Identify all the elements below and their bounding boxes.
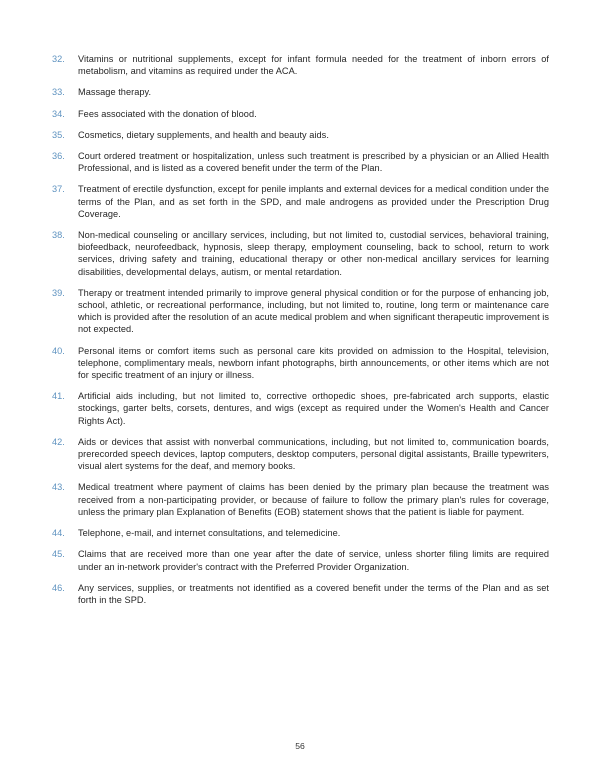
list-item	[52, 53, 549, 77]
list-item-number: 40.	[52, 345, 65, 356]
list-item	[52, 390, 549, 427]
list-item-number: 35.	[52, 129, 65, 140]
list-item	[52, 108, 549, 120]
list-item-number: 32.	[52, 54, 65, 64]
list-item-number: 37.	[52, 184, 65, 195]
list-item	[52, 481, 549, 518]
list-item	[52, 287, 549, 336]
list-item	[52, 86, 549, 98]
list-item-text: Massage therapy.	[78, 87, 152, 98]
list-item-text: Medical treatment where payment of claims has been denied by the primary plan because the treatment was received from a non-participating provider, or because of failure to follow the primary plan's rules for coverage, unless the primary plan Explanation of Benefits (EOB) statement shows that the patient is liable for payment.	[78, 482, 549, 517]
list-item-text: Any services, supplies, or treatments not identified as a covered benefit under the terms of the Plan and as set forth in the SPD.	[78, 582, 549, 605]
list-item-number: 41.	[52, 391, 65, 402]
list-item-text: Cosmetics, dietary supplements, and health and beauty aids.	[78, 129, 329, 140]
page-number: 56	[295, 741, 305, 751]
list-item-number: 36.	[52, 151, 65, 162]
list-item	[52, 229, 549, 278]
list-item	[52, 345, 549, 382]
list-item-text: Artificial aids including, but not limited to, corrective orthopedic shoes, pre-fabricated arch supports, elastic stockings, garter belts, corsets, dentures, and wigs (except as required under the Women's Health and Cancer Rights Act).	[78, 391, 549, 426]
list-item-text: Therapy or treatment intended primarily to improve general physical condition or for the purpose of enhancing job, school, athletic, or recreational performance, including, but not limited to, routine, long term or maintenance care which is provided after the resolution of an acute medical problem and when significant therapeutic improvement is not expected.	[78, 287, 549, 335]
list-item-number: 38.	[52, 230, 65, 241]
list-item-number: 39.	[52, 287, 65, 298]
list-item-text: Court ordered treatment or hospitalization, unless such treatment is prescribed by a physician or an Allied Health Professional, and is listed as a covered benefit under the term of the Plan.	[78, 151, 549, 174]
exclusion-list	[52, 53, 549, 606]
list-item-number: 33.	[52, 87, 65, 98]
list-item-text: Fees associated with the donation of blood.	[78, 108, 257, 119]
list-item-number: 34.	[52, 108, 65, 119]
list-item-number: 42.	[52, 436, 65, 447]
list-item-number: 43.	[52, 482, 65, 493]
list-item-text: Personal items or comfort items such as personal care kits provided on admission to the Hospital, television, telephone, complimentary meals, newborn infant photographs, birth announcements, or other items which are not for specific treatment of an injury or illness.	[78, 345, 549, 381]
list-item	[52, 150, 549, 174]
list-item	[52, 582, 549, 606]
list-item-text: Treatment of erectile dysfunction, except for penile implants and external devices for a medical condition under the terms of the Plan, and as set forth in the SPD, and male androgens as provided under the Prescription Drug Coverage.	[78, 184, 549, 219]
list-item-text: Claims that are received more than one year after the date of service, unless shorter filing limits are required under an in-network provider's contract with the Preferred Provider Organization.	[78, 549, 549, 572]
list-item	[52, 436, 549, 473]
list-item-number: 45.	[52, 549, 65, 560]
list-item	[52, 548, 549, 572]
list-item-text: Aids or devices that assist with nonverbal communications, including, but not limited to, communication boards, prerecorded speech devices, laptop computers, desktop computers, personal digital assistants, Braille typewriters, visual alert systems for the deaf, and memory books.	[78, 436, 549, 472]
list-item	[52, 527, 549, 539]
list-item	[52, 129, 549, 141]
list-item-text: Vitamins or nutritional supplements, except for infant formula needed for the treatment of inborn errors of metabolism, and vitamins as required under the ACA.	[78, 54, 549, 77]
list-item-text: Telephone, e-mail, and internet consultations, and telemedicine.	[78, 528, 341, 539]
list-item-number: 44.	[52, 528, 65, 539]
exclusions-content	[52, 53, 549, 606]
list-item-text: Non-medical counseling or ancillary services, including, but not limited to, custodial services, behavioral training, biofeedback, neurofeedback, hypnosis, sleep therapy, employment counseling, back to school, return to work services, driving safety and training, educational therapy or other non-medical ancillary services for learning disabilities, developmental delays, autism, or mental retardation.	[78, 230, 549, 277]
list-item-number: 46.	[52, 582, 65, 593]
list-item	[52, 183, 549, 220]
